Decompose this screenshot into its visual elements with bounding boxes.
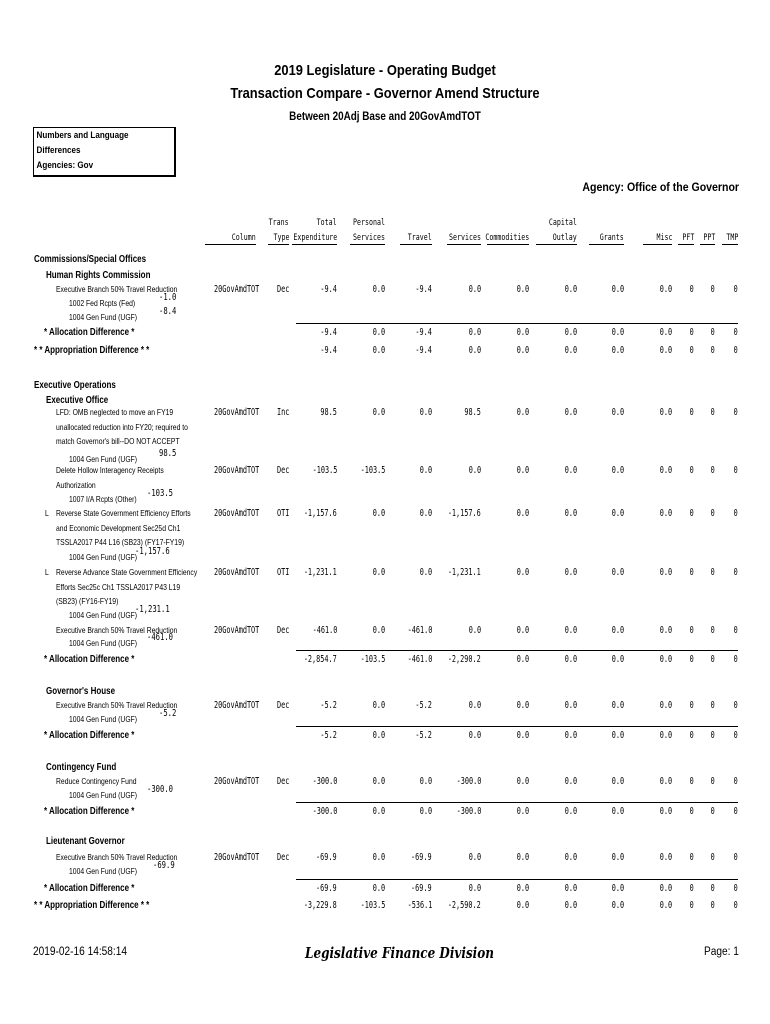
transaction-value: 0.0 [611,407,624,418]
appropriation-total: 0.0 [659,900,672,911]
transaction-type: OTI [277,567,290,578]
allocation-total: 0.0 [516,806,529,817]
transaction-description: Reduce Contingency Fund [56,776,137,786]
transaction-value: 0.0 [419,465,432,476]
allocation-difference-label: * Allocation Difference * [44,327,135,338]
transaction-column: 20GovAmdTOT [214,700,260,711]
fund-amount: -300.0 [146,784,173,795]
transaction-column: 20GovAmdTOT [214,465,260,476]
transaction-value: -1,231.1 [448,567,481,578]
transaction-value: 0.0 [564,284,577,295]
transaction-description: Executive Branch 50% Travel Reduction [56,625,178,635]
column-header: PFT [682,233,694,243]
transaction-value: 0 [689,852,694,863]
allocation-total: 0 [733,327,738,338]
transaction-value: 0 [710,852,715,863]
transaction-value: 0.0 [516,407,529,418]
transaction-value: 0.0 [659,852,672,863]
fund-source: 1004 Gen Fund (UGF) [69,638,138,648]
transaction-value: 0.0 [419,567,432,578]
transaction-value: 0.0 [516,776,529,787]
appropriation-total: 0 [733,900,738,911]
transaction-value: 0 [689,776,694,787]
transaction-value: 0.0 [372,567,385,578]
appropriation-total: 0 [710,345,715,356]
appropriation-total: 0 [689,345,694,356]
transaction-value: 0.0 [372,700,385,711]
transaction-value: 0.0 [564,567,577,578]
transaction-type: Dec [277,776,290,787]
transaction-value: 0.0 [372,284,385,295]
allocation-total: 0 [689,730,694,741]
transaction-column: 20GovAmdTOT [214,508,260,519]
allocation-total: 0 [689,883,694,894]
transaction-description: Efforts Sec25c Ch1 TSSLA2017 P43 L19 [56,581,181,592]
appropriation-total: 0.0 [564,900,577,911]
transaction-value: 0.0 [516,465,529,476]
appropriation-difference-label: * * Appropriation Difference * * [34,900,150,911]
transaction-value: -300.0 [312,776,337,787]
transaction-value: 98.5 [464,407,481,418]
allocation-total: 0.0 [419,806,432,817]
transaction-type: Dec [277,852,290,863]
allocation-total: 0 [710,883,715,894]
allocation-total: 0.0 [564,883,577,894]
transaction-value: 0.0 [468,625,481,636]
transaction-type: Dec [277,284,290,295]
column-header-underline [722,244,738,245]
allocation-total: 0.0 [659,806,672,817]
column-header: Expenditure [293,233,337,243]
allocation-total: -300.0 [312,806,337,817]
transaction-value: 0 [733,700,738,711]
allocation-total: 0.0 [516,654,529,665]
appropriation-total: 0.0 [611,900,624,911]
section-heading: Commissions/Special Offices [34,254,147,265]
component-heading: Lieutenant Governor [46,836,125,847]
component-heading: Human Rights Commission [46,270,151,281]
transaction-type: Dec [277,625,290,636]
transaction-value: 0 [733,852,738,863]
allocation-total: 0.0 [468,327,481,338]
column-header: Misc [656,233,672,243]
transaction-column: 20GovAmdTOT [214,407,260,418]
allocation-total: 0.0 [468,730,481,741]
allocation-total: 0 [710,327,715,338]
transaction-description: Authorization [56,479,96,490]
fund-amount: -461.0 [146,632,173,643]
appropriation-total: -9.4 [415,345,432,356]
column-header-underline [205,244,256,245]
transaction-value: 98.5 [320,407,337,418]
transaction-value: 0.0 [611,567,624,578]
allocation-total: 0.0 [372,327,385,338]
component-heading: Governor's House [46,686,116,697]
component-heading: Executive Office [46,395,109,406]
allocation-total: -5.2 [320,730,337,741]
column-header-underline [350,244,385,245]
subtotal-rule [296,323,738,324]
transaction-value: 0.0 [516,284,529,295]
fund-amount: -1.0 [158,292,177,303]
transaction-value: 0 [689,407,694,418]
transaction-value: 0.0 [372,407,385,418]
transaction-description: (SB23) (FY16-FY19) [56,596,119,607]
fund-source: 1004 Gen Fund (UGF) [69,552,138,562]
allocation-total: 0.0 [564,730,577,741]
allocation-total: 0.0 [516,327,529,338]
transaction-value: 0 [733,567,738,578]
transaction-value: 0 [710,508,715,519]
subtotal-rule [296,802,738,803]
transaction-type: OTI [277,508,290,519]
report-title: 2019 Legislature - Operating Budget [274,62,496,79]
transaction-description: Executive Branch 50% Travel Reduction [56,700,178,710]
transaction-value: 0.0 [659,508,672,519]
page-number: Page: 1 [704,946,739,958]
fund-amount: -1,157.6 [134,546,170,557]
transaction-value: 0.0 [516,700,529,711]
transaction-value: 0.0 [611,625,624,636]
allocation-total: 0.0 [659,654,672,665]
transaction-value: -103.5 [360,465,385,476]
transaction-description: TSSLA2017 P44 L16 (SB23) (FY17-FY19) [56,537,185,548]
transaction-value: 0.0 [419,508,432,519]
column-header-underline [643,244,672,245]
transaction-value: 0 [710,776,715,787]
transaction-value: 0.0 [564,700,577,711]
subtotal-rule [296,726,738,727]
transaction-value: 0.0 [419,776,432,787]
fund-source: 1007 I/A Rcpts (Other) [69,494,137,504]
allocation-total: -2,290.2 [448,654,481,665]
transaction-value: 0.0 [659,284,672,295]
column-header: Services [449,233,481,243]
allocation-total: -9.4 [415,327,432,338]
column-header: Grants [600,233,624,243]
fund-source: 1004 Gen Fund (UGF) [69,866,138,876]
filter-line: Differences [36,145,81,156]
column-header: TMP [726,233,738,243]
transaction-value: 0 [710,567,715,578]
appropriation-total: 0.0 [516,900,529,911]
transaction-value: -300.0 [456,776,481,787]
column-header: PPT [703,233,715,243]
appropriation-total: 0.0 [564,345,577,356]
allocation-total: 0.0 [611,806,624,817]
allocation-total: 0 [710,654,715,665]
allocation-total: 0.0 [659,327,672,338]
transaction-value: 0.0 [659,700,672,711]
transaction-value: 0.0 [564,776,577,787]
transaction-value: 0.0 [659,567,672,578]
appropriation-total: -9.4 [320,345,337,356]
appropriation-total: 0 [710,900,715,911]
transaction-value: 0.0 [564,625,577,636]
transaction-value: 0 [710,284,715,295]
transaction-description: and Economic Development Sec25d Ch1 [56,522,181,533]
transaction-value: -9.4 [415,284,432,295]
transaction-value: 0.0 [659,625,672,636]
column-header-top: Personal [353,218,385,228]
column-header: Travel [408,233,432,243]
allocation-total: 0 [710,806,715,817]
transaction-value: 0 [733,508,738,519]
filter-line: Agencies: Gov [36,160,94,171]
report-timestamp: 2019-02-16 14:58:14 [33,946,127,958]
transaction-value: -1,157.6 [304,508,337,519]
column-header-underline [536,244,577,245]
allocation-total: 0 [689,654,694,665]
allocation-total: 0.0 [611,327,624,338]
column-header-underline [678,244,694,245]
appropriation-total: -536.1 [407,900,432,911]
transaction-value: 0 [710,625,715,636]
transaction-value: 0 [689,567,694,578]
transaction-value: 0 [733,465,738,476]
allocation-total: 0.0 [564,806,577,817]
transaction-column: 20GovAmdTOT [214,852,260,863]
transaction-value: 0 [689,508,694,519]
transaction-column: 20GovAmdTOT [214,776,260,787]
transaction-value: 0 [710,407,715,418]
transaction-value: 0.0 [659,776,672,787]
allocation-total: 0 [733,883,738,894]
transaction-value: -1,231.1 [304,567,337,578]
allocation-difference-label: * Allocation Difference * [44,654,135,665]
allocation-total: 0 [689,806,694,817]
transaction-type: Inc [277,407,290,418]
fund-amount: -103.5 [146,488,173,499]
transaction-value: 0.0 [564,465,577,476]
column-header: Services [353,233,385,243]
transaction-value: 0.0 [468,465,481,476]
column-header-underline [292,244,337,245]
transaction-description: Delete Hollow Interagency Receipts [56,465,164,475]
transaction-value: 0 [689,465,694,476]
column-header: Commodities [485,233,529,243]
section-heading: Executive Operations [34,380,116,391]
transaction-value: -69.9 [316,852,337,863]
fund-source: 1002 Fed Rcpts (Fed) [69,298,136,308]
transaction-value: -461.0 [312,625,337,636]
transaction-value: 0.0 [372,508,385,519]
allocation-total: -9.4 [320,327,337,338]
allocation-total: 0 [733,806,738,817]
column-header-underline [447,244,481,245]
component-heading: Contingency Fund [46,762,117,773]
report-subtitle: Transaction Compare - Governor Amend Structure [230,85,540,102]
transaction-value: 0 [689,284,694,295]
transaction-column: 20GovAmdTOT [214,567,260,578]
transaction-value: 0 [733,625,738,636]
transaction-value: 0.0 [564,508,577,519]
agency-name: Agency: Office of the Governor [582,180,739,194]
appropriation-total: 0 [733,345,738,356]
transaction-description: unallocated reduction into FY20; required to [56,421,188,432]
allocation-total: 0.0 [516,730,529,741]
transaction-value: -9.4 [320,284,337,295]
column-header-underline [589,244,624,245]
transaction-value: 0.0 [659,407,672,418]
fund-source: 1004 Gen Fund (UGF) [69,454,138,464]
transaction-value: 0 [689,625,694,636]
allocation-difference-label: * Allocation Difference * [44,883,135,894]
transaction-description: match Governor's bill--DO NOT ACCEPT [56,436,180,447]
column-header-underline [400,244,432,245]
allocation-total: 0 [689,327,694,338]
allocation-total: -69.9 [316,883,337,894]
column-header-underline [268,244,289,245]
fund-source: 1004 Gen Fund (UGF) [69,312,138,322]
transaction-value: -1,157.6 [448,508,481,519]
appropriation-total: 0.0 [659,345,672,356]
appropriation-total: 0 [689,900,694,911]
allocation-total: -300.0 [456,806,481,817]
transaction-description: LFD: OMB neglected to move an FY19 [56,407,174,417]
appropriation-total: 0.0 [372,345,385,356]
transaction-value: 0 [733,284,738,295]
transaction-description: Executive Branch 50% Travel Reduction [56,852,178,862]
transaction-value: -5.2 [415,700,432,711]
language-marker: L [45,508,49,518]
transaction-type: Dec [277,700,290,711]
filter-line: Numbers and Language [36,130,129,141]
transaction-value: 0.0 [372,625,385,636]
allocation-total: 0 [710,730,715,741]
allocation-total: 0 [733,730,738,741]
transaction-value: 0.0 [516,567,529,578]
transaction-value: 0.0 [372,776,385,787]
allocation-total: -2,854.7 [304,654,337,665]
transaction-value: 0.0 [611,284,624,295]
transaction-value: 0.0 [611,700,624,711]
appropriation-total: -3,229.8 [304,900,337,911]
transaction-value: -103.5 [312,465,337,476]
allocation-total: -461.0 [407,654,432,665]
fund-amount: -5.2 [158,708,177,719]
transaction-value: 0.0 [516,625,529,636]
transaction-description: Reverse State Government Efficiency Efforts [56,508,191,518]
transaction-value: 0.0 [611,508,624,519]
transaction-value: 0.0 [468,852,481,863]
allocation-total: 0.0 [372,806,385,817]
transaction-column: 20GovAmdTOT [214,284,260,295]
allocation-total: -103.5 [360,654,385,665]
fund-source: 1004 Gen Fund (UGF) [69,714,138,724]
fund-amount: -69.9 [152,860,175,871]
column-header-top: Capital [549,218,577,228]
transaction-value: 0.0 [564,852,577,863]
transaction-description: Executive Branch 50% Travel Reduction [56,284,178,294]
transaction-value: 0.0 [564,407,577,418]
filter-box [33,127,176,177]
allocation-total: 0.0 [611,654,624,665]
column-header: Column [232,233,256,243]
transaction-value: 0 [733,407,738,418]
allocation-total: 0.0 [659,883,672,894]
transaction-value: -69.9 [411,852,432,863]
transaction-value: 0.0 [468,700,481,711]
transaction-value: 0.0 [611,852,624,863]
transaction-value: 0.0 [659,465,672,476]
fund-amount: 98.5 [158,448,177,459]
transaction-value: 0 [689,700,694,711]
allocation-difference-label: * Allocation Difference * [44,806,135,817]
appropriation-total: 0.0 [516,345,529,356]
fund-amount: -8.4 [158,306,177,317]
transaction-value: 0.0 [516,852,529,863]
transaction-value: 0 [710,700,715,711]
transaction-description: Reverse Advance State Government Efficiency [56,567,198,577]
column-header: Outlay [553,233,577,243]
column-header: Type [273,233,289,243]
allocation-total: 0.0 [659,730,672,741]
appropriation-total: -2,590.2 [448,900,481,911]
language-marker: L [45,567,49,577]
appropriation-total: 0.0 [611,345,624,356]
transaction-value: 0 [710,465,715,476]
allocation-total: 0.0 [564,327,577,338]
appropriation-difference-label: * * Appropriation Difference * * [34,345,150,356]
transaction-value: 0.0 [611,465,624,476]
allocation-total: 0.0 [468,883,481,894]
appropriation-total: -103.5 [360,900,385,911]
allocation-total: 0.0 [611,730,624,741]
report-comparison: Between 20Adj Base and 20GovAmdTOT [289,111,481,123]
division-name: Legislative Finance Division [305,944,494,962]
allocation-total: 0.0 [516,883,529,894]
transaction-value: 0 [733,776,738,787]
allocation-total: 0 [733,654,738,665]
transaction-value: -5.2 [320,700,337,711]
fund-source: 1004 Gen Fund (UGF) [69,790,138,800]
allocation-total: 0.0 [611,883,624,894]
allocation-total: 0.0 [564,654,577,665]
subtotal-rule [296,650,738,651]
allocation-total: -69.9 [411,883,432,894]
transaction-type: Dec [277,465,290,476]
column-header-top: Trans [269,218,289,228]
fund-source: 1004 Gen Fund (UGF) [69,610,138,620]
column-header-underline [700,244,715,245]
transaction-value: -461.0 [407,625,432,636]
transaction-value: 0.0 [516,508,529,519]
subtotal-rule [296,879,738,880]
column-header-underline [487,244,529,245]
transaction-value: 0.0 [468,284,481,295]
column-header-top: Total [317,218,337,228]
transaction-column: 20GovAmdTOT [214,625,260,636]
allocation-difference-label: * Allocation Difference * [44,730,135,741]
transaction-value: 0.0 [419,407,432,418]
appropriation-total: 0.0 [468,345,481,356]
transaction-value: 0.0 [611,776,624,787]
fund-amount: -1,231.1 [134,604,170,615]
allocation-total: -5.2 [415,730,432,741]
allocation-total: 0.0 [372,730,385,741]
allocation-total: 0.0 [372,883,385,894]
transaction-value: 0.0 [372,852,385,863]
